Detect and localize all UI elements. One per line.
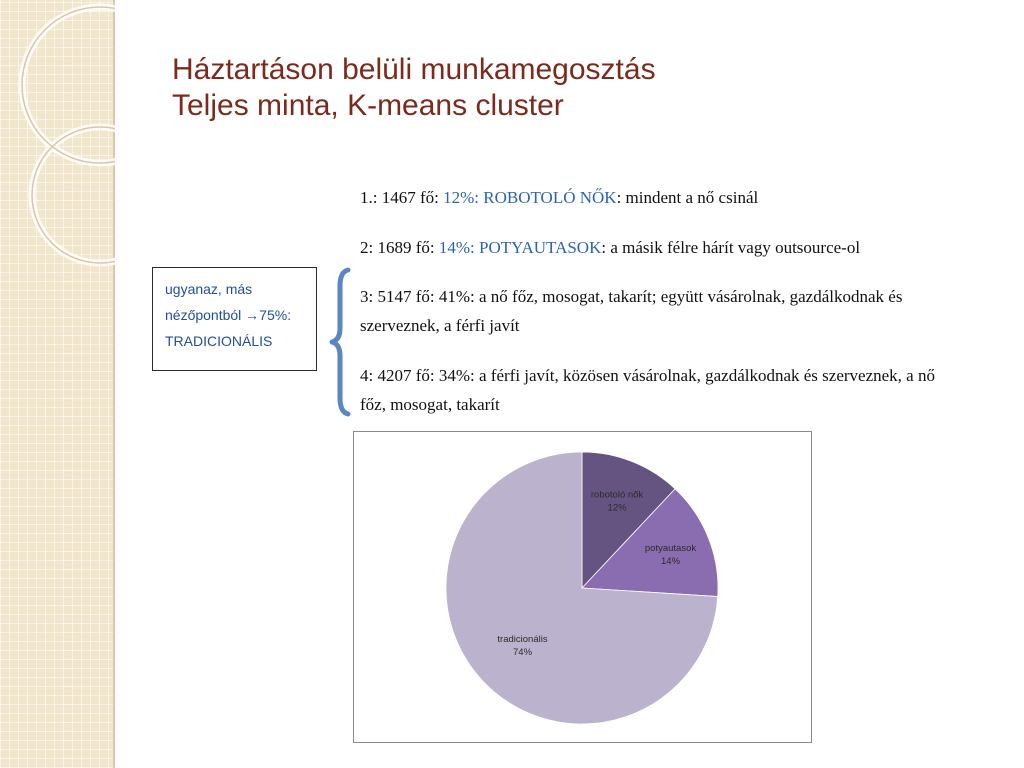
cluster-item-1-rest: : mindent a nő csinál	[616, 188, 759, 207]
cluster-item-4	[360, 361, 945, 419]
cluster-item-3-text: 3: 5147 fő: 41%: a nő főz, mosogat, takarít; együtt vásárolnak, gazdálkodnak és szerveznek, a férfi javít	[360, 287, 903, 335]
cluster-item-2	[360, 233, 945, 262]
cluster-item-2-highlight: 14%: POTYAUTASOK	[438, 238, 602, 257]
pie-value-label-2: 14%	[661, 555, 681, 567]
cluster-item-1-prefix: 1.: 1467 fő:	[360, 188, 444, 207]
slide-title	[172, 52, 656, 124]
pie-label-2: potyautasok	[644, 542, 697, 554]
decorative-circles	[0, 0, 115, 300]
traditional-note-line-3: TRADICIONÁLIS	[165, 333, 273, 349]
cluster-item-3	[360, 282, 945, 340]
cluster-item-2-rest: : a másik félre hárít vagy outsource-ol	[601, 238, 861, 257]
pie-chart	[354, 432, 811, 742]
traditional-note-line-2: nézőpontból →75%:	[165, 307, 292, 323]
cluster-item-1	[360, 183, 945, 212]
pie-value-label-1: 12%	[607, 502, 627, 514]
traditional-note-line-1: ugyanaz, más	[165, 281, 253, 297]
cluster-item-2-prefix: 2: 1689 fő:	[360, 238, 439, 257]
pie-value-label-3: 74%	[513, 646, 533, 658]
cluster-item-4-text: 4: 4207 fő: 34%: a férfi javít, közösen vásárolnak, gazdálkodnak és szerveznek, a nő főz, mosogat, takarít	[360, 366, 935, 414]
cluster-item-1-highlight: 12%: ROBOTOLÓ NŐK	[443, 188, 617, 207]
slide-title-line-2: Teljes minta, K-means cluster	[172, 89, 564, 122]
pie-label-3: tradicionális	[497, 633, 548, 645]
slide-title-line-1: Háztartáson belüli munkamegosztás	[172, 53, 656, 86]
pie-label-1: robotoló nők	[590, 489, 644, 501]
curly-brace-icon	[326, 266, 352, 418]
chart-frame	[353, 431, 812, 743]
traditional-note-box	[152, 267, 317, 371]
